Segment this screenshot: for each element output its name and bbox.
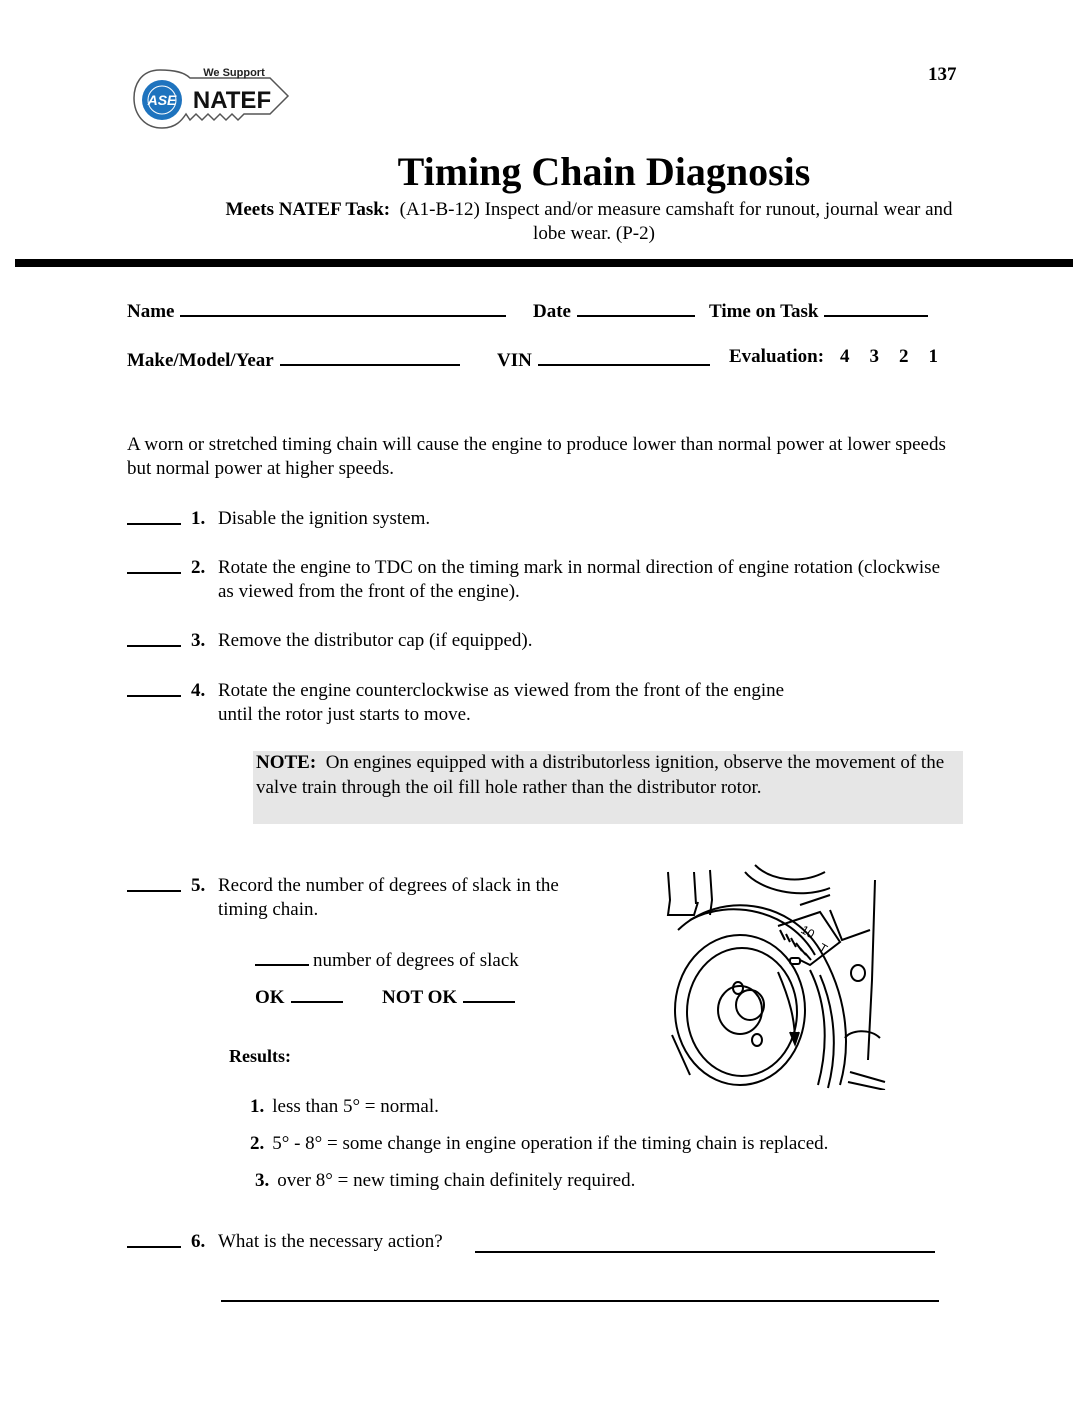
page-number: 137 <box>928 64 957 85</box>
step-6-text: What is the necessary action? <box>218 1231 443 1252</box>
action-answer-line-1[interactable] <box>475 1251 935 1253</box>
result-item-3 <box>255 1169 635 1193</box>
natef-logo <box>130 58 298 148</box>
step-3 <box>127 629 947 655</box>
result-item-1 <box>250 1095 439 1119</box>
name-field-group <box>127 297 506 323</box>
date-input[interactable] <box>577 297 695 317</box>
evaluation-option-2[interactable]: 2 <box>899 346 909 367</box>
not-ok-label: NOT OK <box>382 987 458 1008</box>
step-5-number: 5. <box>191 875 206 896</box>
ok-group <box>255 985 343 1010</box>
step-3-number: 3. <box>191 630 206 651</box>
key-logo-icon <box>130 58 298 148</box>
make-model-year-input[interactable] <box>280 346 460 366</box>
step-3-checkbox-blank[interactable] <box>127 645 181 647</box>
step-6-number: 6. <box>191 1231 206 1252</box>
results-title: Results: <box>229 1046 291 1066</box>
result-1-text: less than 5° = normal. <box>272 1096 439 1117</box>
not-ok-group <box>382 985 515 1010</box>
natef-task-line2: lobe wear. (P-2) <box>533 223 655 244</box>
action-answer-line-2[interactable] <box>221 1300 939 1302</box>
evaluation-label: Evaluation: <box>729 346 825 367</box>
task-label: Meets NATEF Task: <box>225 199 391 220</box>
svg-text:10: 10 <box>798 922 818 942</box>
page-title: Timing Chain Diagnosis <box>397 149 811 194</box>
not-ok-input[interactable] <box>463 985 515 1003</box>
evaluation-option-3[interactable]: 3 <box>869 346 880 367</box>
name-input[interactable] <box>180 297 506 317</box>
step-5-text: Record the number of degrees of slack in the timing chain. <box>218 875 559 920</box>
step-2-text: Rotate the engine to TDC on the timing mark in normal direction of engine rotation (clockwise as viewed from the front of the engine). <box>218 557 940 602</box>
result-3-text: over 8° = new timing chain definitely required. <box>277 1170 636 1191</box>
name-label: Name <box>127 301 175 322</box>
step-1-number: 1. <box>191 508 206 529</box>
make-model-year-label: Make/Model/Year <box>127 350 274 371</box>
step-2 <box>127 556 947 606</box>
step-1-checkbox-blank[interactable] <box>127 523 181 525</box>
date-label: Date <box>533 301 571 322</box>
note-label: NOTE: <box>256 752 317 773</box>
slack-degrees-label: number of degrees of slack <box>313 950 519 971</box>
step-5 <box>127 874 627 924</box>
step-5-checkbox-blank[interactable] <box>127 890 181 892</box>
step-4-number: 4. <box>191 680 206 701</box>
result-item-2 <box>250 1132 828 1156</box>
timing-mark-illustration <box>650 860 890 1090</box>
natef-task-line1 <box>0 199 1088 221</box>
svg-text:We Support: We Support <box>203 67 265 79</box>
ok-input[interactable] <box>291 985 343 1003</box>
slack-degrees-input[interactable] <box>255 948 309 966</box>
step-4-checkbox-blank[interactable] <box>127 695 181 697</box>
intro-paragraph: A worn or stretched timing chain will cause the engine to produce lower than normal power at lower speeds but normal power at higher speeds. <box>127 434 946 479</box>
evaluation-group <box>729 346 938 368</box>
evaluation-option-4[interactable]: 4 <box>840 346 850 367</box>
header-divider <box>15 259 1073 267</box>
note-text: On engines equipped with a distributorless ignition, observe the movement of the valve train through the oil fill hole rather than the distributor rotor. <box>256 752 945 798</box>
result-2-text: 5° - 8° = some change in engine operation if the timing chain is replaced. <box>272 1133 829 1154</box>
make-field-group <box>127 346 460 372</box>
vin-label: VIN <box>497 350 532 371</box>
svg-text:NATEF: NATEF <box>192 87 272 114</box>
step-1 <box>127 507 947 533</box>
note-box <box>253 751 963 824</box>
vin-input[interactable] <box>538 346 710 366</box>
time-field-group <box>709 297 928 323</box>
svg-text:T: T <box>816 940 830 957</box>
result-3-number: 3. <box>255 1170 270 1191</box>
step-3-text: Remove the distributor cap (if equipped). <box>218 630 533 651</box>
step-2-number: 2. <box>191 557 206 578</box>
result-1-number: 1. <box>250 1096 265 1117</box>
step-1-text: Disable the ignition system. <box>218 508 431 529</box>
slack-degrees-group <box>255 948 519 973</box>
crankshaft-pulley-icon <box>650 860 890 1090</box>
time-input[interactable] <box>824 297 928 317</box>
step-4-text: Rotate the engine counterclockwise as viewed from the front of the engine until the rotor just starts to move. <box>218 680 785 725</box>
vin-field-group <box>497 346 710 372</box>
step-2-checkbox-blank[interactable] <box>127 572 181 574</box>
time-label: Time on Task <box>709 301 819 322</box>
date-field-group <box>533 297 695 323</box>
svg-text:ASE: ASE <box>147 92 177 108</box>
result-2-number: 2. <box>250 1133 265 1154</box>
step-6-checkbox-blank[interactable] <box>127 1246 181 1248</box>
task-text: (A1-B-12) Inspect and/or measure camshaft for runout, journal wear and <box>399 199 953 220</box>
step-4 <box>127 679 947 729</box>
ok-label: OK <box>255 987 285 1008</box>
evaluation-option-1[interactable]: 1 <box>928 346 939 367</box>
